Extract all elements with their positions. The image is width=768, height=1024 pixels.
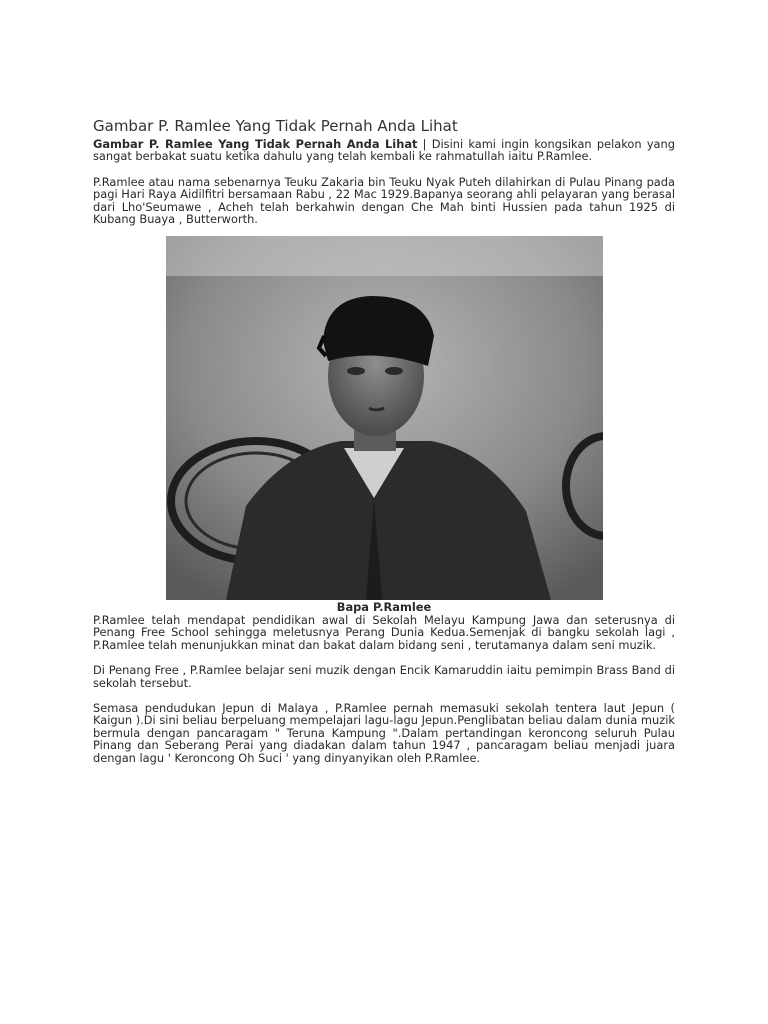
intro-bold-title: Gambar P. Ramlee Yang Tidak Pernah Anda Lihat — [93, 137, 418, 151]
birth-paragraph: P.Ramlee atau nama sebenarnya Teuku Zakaria bin Teuku Nyak Puteh dilahirkan di Pulau Pinang pada pagi Hari Raya Aidilfitri bersamaan Rabu , 22 Mac 1929.Bapanya seorang ahli pelayaran yang berasal dari Lho'Seumawe , Acheh telah berkahwin dengan Che Mah binti Hussien pada tahun 1925 di Kubang Buaya , Butterworth. — [93, 174, 675, 227]
document-title: Gambar P. Ramlee Yang Tidak Pernah Anda Lihat — [93, 117, 458, 135]
photo-caption: Bapa P.Ramlee — [336, 600, 432, 614]
music-paragraph: Di Penang Free , P.Ramlee belajar seni muzik dengan Encik Kamaruddin iaitu pemimpin Brass Band di sekolah tersebut. — [93, 663, 675, 690]
intro-paragraph — [93, 138, 675, 163]
intro-text: | Disini kami ingin kongsikan pelakon yang sangat berbakat suatu ketika dahulu yang telah kembali ke rahmatullah iaitu P.Ramlee. — [93, 137, 675, 164]
japan-paragraph: Semasa pendudukan Jepun di Malaya , P.Ramlee pernah memasuki sekolah tentera laut Jepun ( Kaigun ).Di sini beliau berpeluang mempelajari lagu-lagu Jepun.Penglibatan beliau dalam dunia muzik bermula dengan pancaragam " Teruna Kampung ".Dalam pertandingan keroncong seluruh Pulau Pinang dan Seberang Perai yang diadakan dalam tahun 1947 , pancaragam beliau menjadi juara dengan lagu ' Keroncong Oh Suci ' yang dinyanyikan oleh P.Ramlee. — [93, 701, 675, 765]
document-page — [93, 116, 675, 765]
after-photo-section — [93, 614, 675, 764]
father-photo — [166, 236, 603, 600]
school-paragraph: P.Ramlee telah mendapat pendidikan awal di Sekolah Melayu Kampung Jawa dan seterusnya di Penang Free School sehingga meletusnya Perang Dunia Kedua.Semenjak di bangku sekolah lagi , P.Ramlee telah menunjukkan minat dan bakat dalam bidang seni , terutamanya dalam seni muzik. — [93, 613, 675, 652]
